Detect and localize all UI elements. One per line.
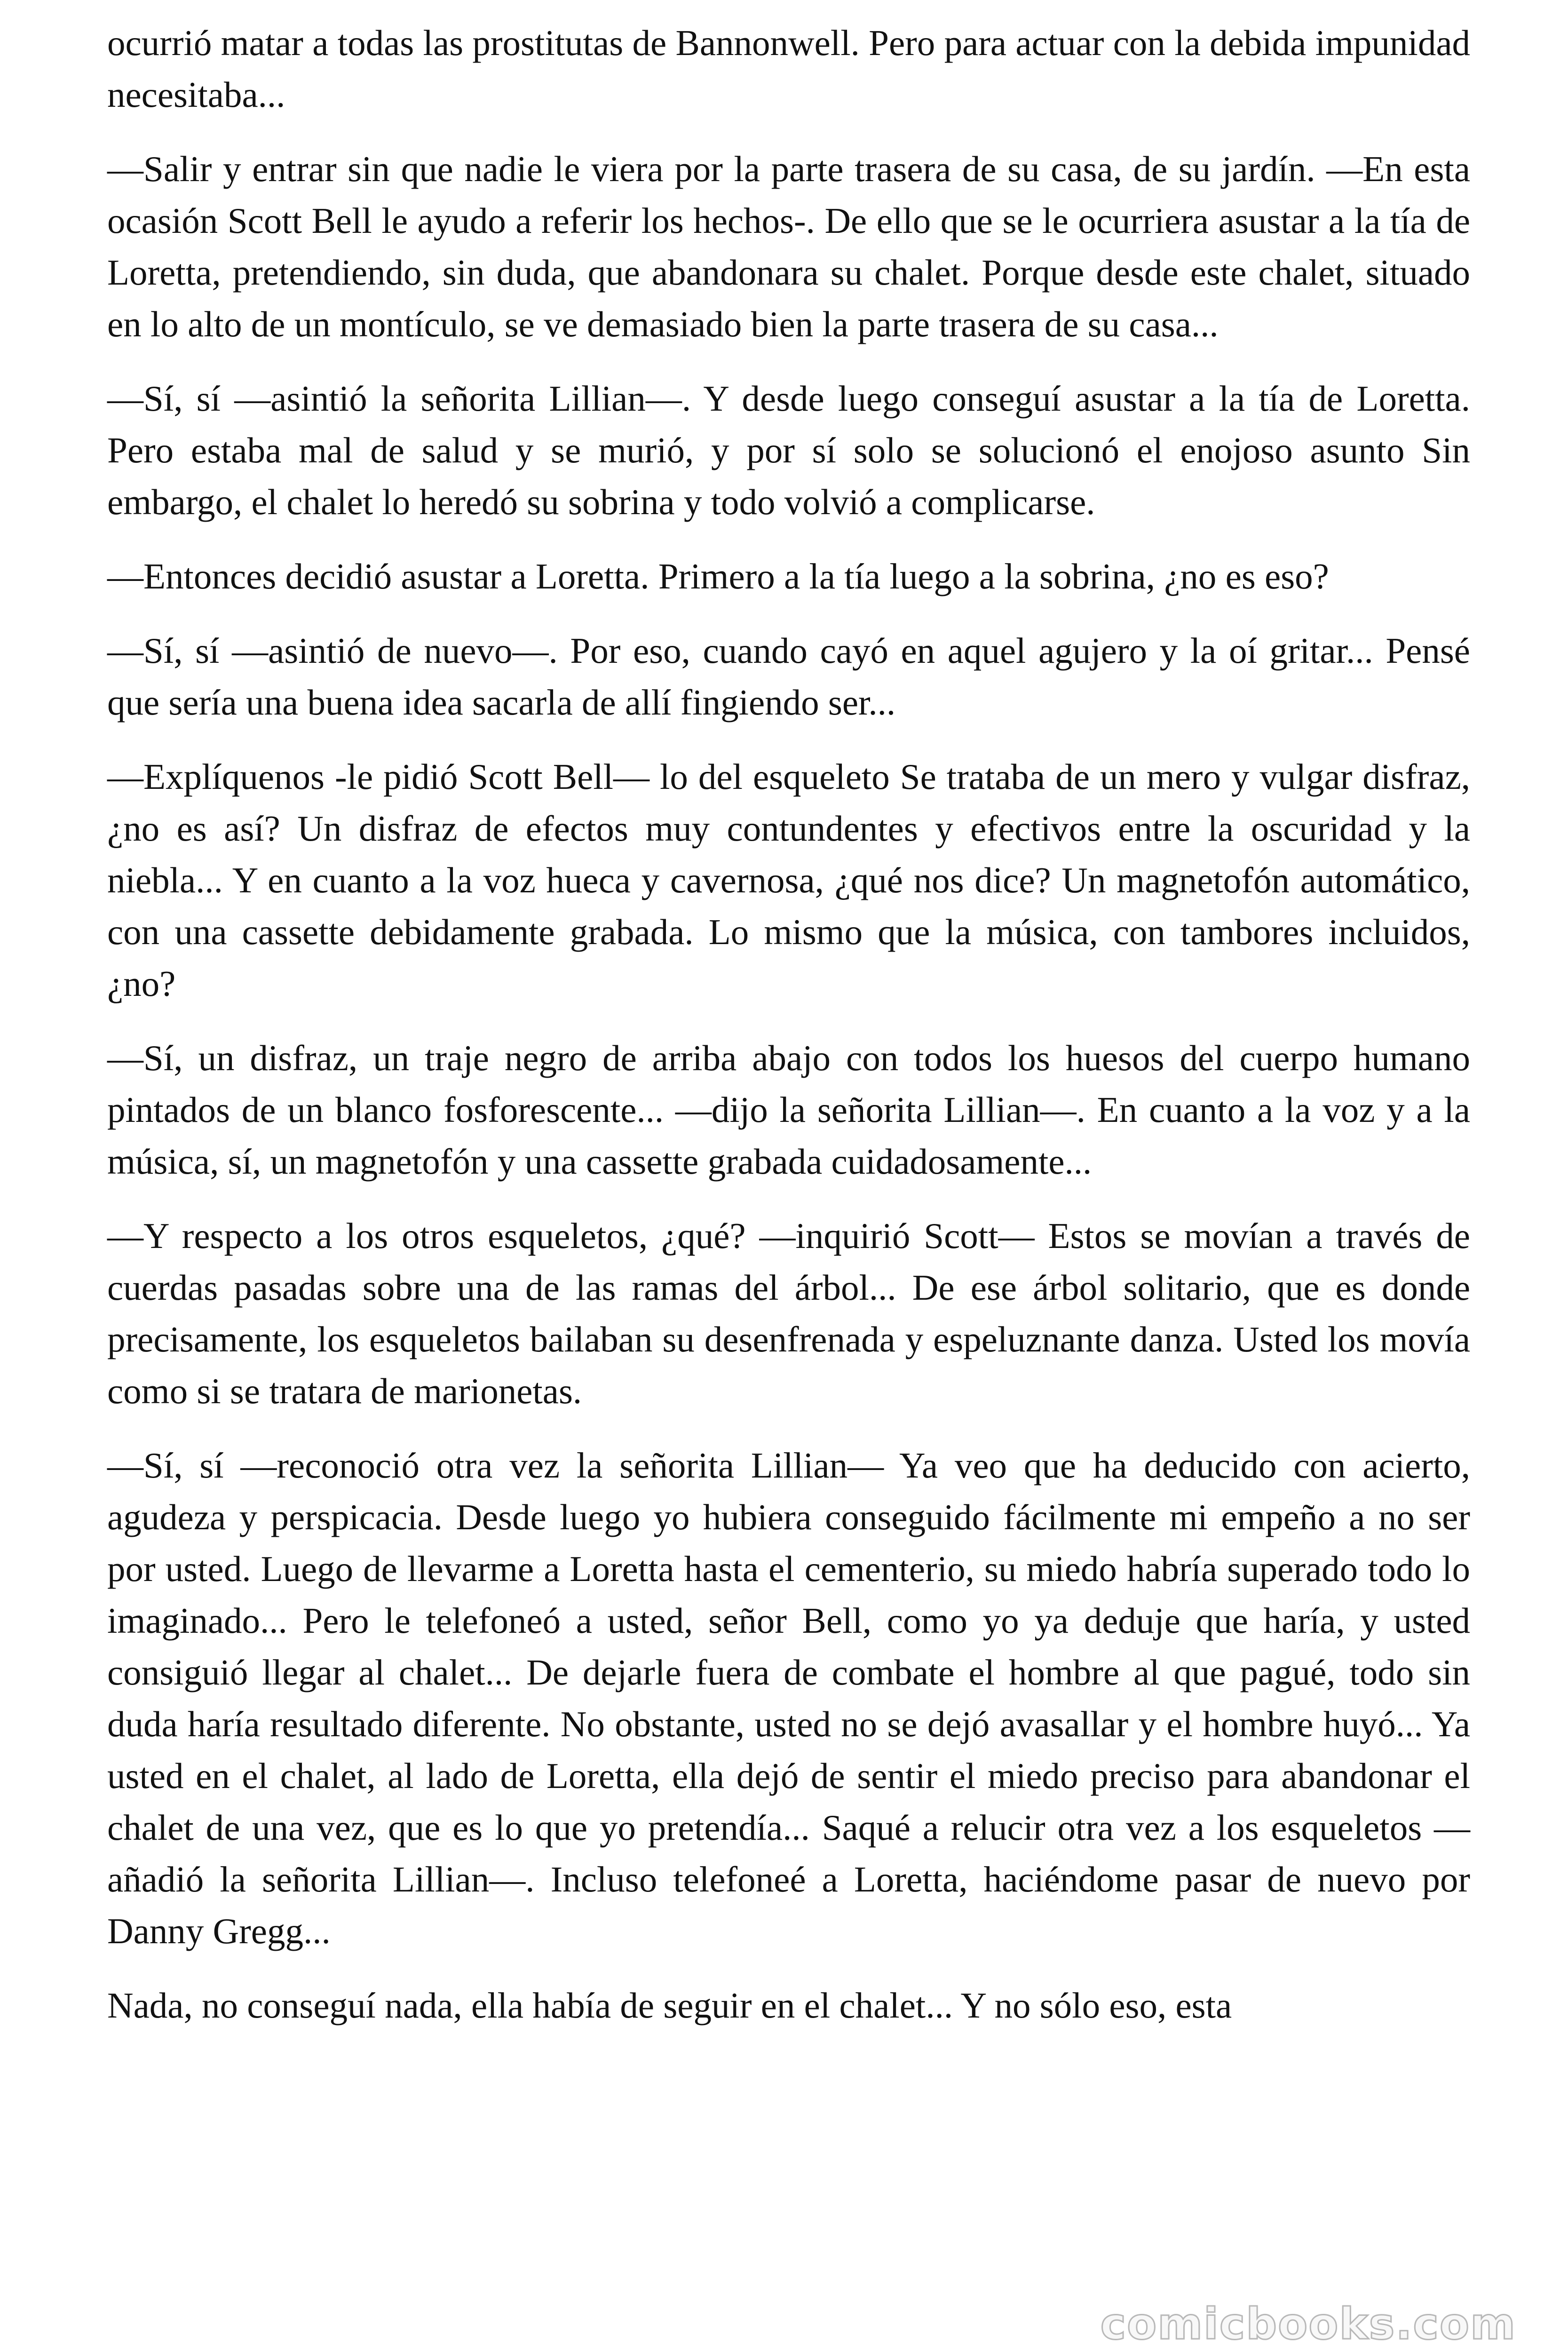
document-page bbox=[107, 17, 1470, 2054]
paragraph-9: —Sí, sí —reconoció otra vez la señorita Lillian— Ya veo que ha deducido con acierto, agudeza y perspicacia. Desde luego yo hubiera conseguido fácilmente mi empeño a no ser por usted. Luego de llevarme a Loretta hasta el cementerio, su miedo habría superado todo lo imaginado... Pero le telefoneó a usted, señor Bell, como yo ya deduje que haría, y usted consiguió llegar al chalet... De dejarle fuera de combate el hombre al que pagué, todo sin duda haría resultado diferente. No obstante, usted no se dejó avasallar y el hombre huyó... Ya usted en el chalet, al lado de Loretta, ella dejó de sentir el miedo preciso para abandonar el chalet de una vez, que es lo que yo pretendía... Saqué a relucir otra vez a los esqueletos —añadió la señorita Lillian—. Incluso telefoneé a Loretta, haciéndome pasar de nuevo por Danny Gregg... bbox=[107, 1445, 1470, 1951]
paragraph-6: —Explíquenos -le pidió Scott Bell— lo del esqueleto Se trataba de un mero y vulgar disfraz, ¿no es así? Un disfraz de efectos muy contundentes y efectivos entre la oscuridad y la niebla... Y en cuanto a la voz hueca y cavernosa, ¿qué nos dice? Un magnetofón automático, con una cassette debidamente grabada. Lo mismo que la música, con tambores incluidos, ¿no? bbox=[107, 756, 1470, 1004]
paragraph-3: —Sí, sí —asintió la señorita Lillian—. Y desde luego conseguí asustar a la tía de Loretta. Pero estaba mal de salud y se murió, y por sí solo se solucionó el enojoso asunto Sin embargo, el chalet lo heredó su sobrina y todo volvió a complicarse. bbox=[107, 378, 1470, 522]
watermark: comicbooks.com bbox=[1100, 2299, 1516, 2349]
paragraph-10: Nada, no conseguí nada, ella había de seguir en el chalet... Y no sólo eso, esta bbox=[107, 1985, 1232, 2026]
paragraph-5: —Sí, sí —asintió de nuevo—. Por eso, cuando cayó en aquel agujero y la oí gritar... Pensé que sería una buena idea sacarla de allí fingiendo ser... bbox=[107, 630, 1470, 723]
paragraph-1: ocurrió matar a todas las prostitutas de Bannonwell. Pero para actuar con la debida impunidad necesitaba... bbox=[107, 23, 1470, 115]
paragraph-4: —Entonces decidió asustar a Loretta. Primero a la tía luego a la sobrina, ¿no es eso? bbox=[107, 556, 1329, 596]
paragraph-2: —Salir y entrar sin que nadie le viera por la parte trasera de su casa, de su jardín. —En esta ocasión Scott Bell le ayudo a referir los hechos-. De ello que se le ocurriera asustar a la tía de Loretta, pretendiendo, sin duda, que abandonara su chalet. Porque desde este chalet, situado en lo alto de un montículo, se ve demasiado bien la parte trasera de su casa... bbox=[107, 149, 1470, 344]
paragraph-8: —Y respecto a los otros esqueletos, ¿qué? —inquirió Scott— Estos se movían a través de cuerdas pasadas sobre una de las ramas del árbol... De ese árbol solitario, que es donde precisamente, los esqueletos bailaban su desenfrenada y espeluznante danza. Usted los movía como si se tratara de marionetas. bbox=[107, 1216, 1470, 1411]
paragraph-7: —Sí, un disfraz, un traje negro de arriba abajo con todos los huesos del cuerpo humano pintados de un blanco fosforescente... —dijo la señorita Lillian—. En cuanto a la voz y a la música, sí, un magnetofón y una cassette grabada cuidadosamente... bbox=[107, 1038, 1470, 1182]
